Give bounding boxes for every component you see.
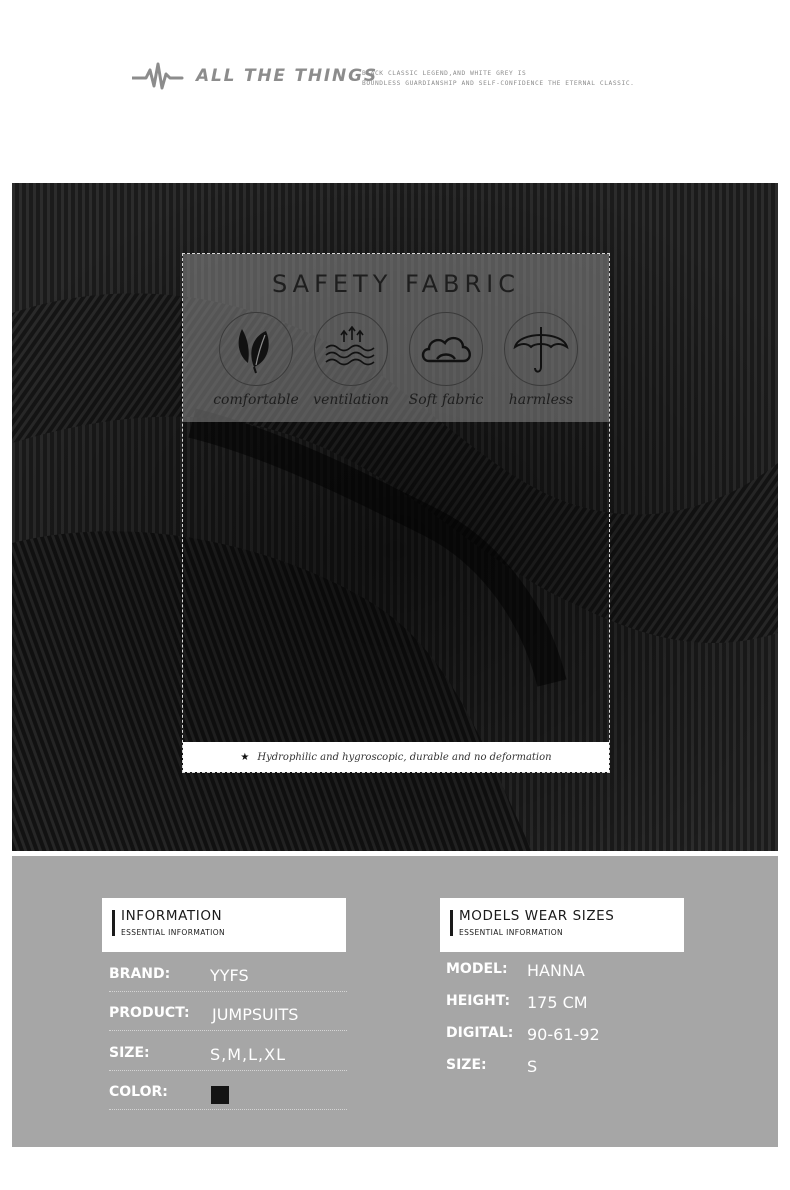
row-value: JUMPSUITS <box>212 1005 299 1024</box>
models-subtitle: ESSENTIAL INFORMATION <box>459 928 564 937</box>
cloud-icon <box>409 312 483 386</box>
info-row-color <box>109 1080 349 1110</box>
fabric-photo <box>12 183 778 851</box>
model-row-height <box>446 989 686 1019</box>
model-row-size <box>446 1053 686 1083</box>
page-header <box>132 58 692 94</box>
heading-bar <box>450 910 453 936</box>
row-label: PRODUCT: <box>109 1005 190 1021</box>
info-row-brand <box>109 962 349 992</box>
feature-label: Soft fabric <box>408 392 484 408</box>
star-icon: ★ <box>240 751 250 763</box>
feature-harmless <box>491 312 591 408</box>
header-title: ALL THE THINGS <box>196 66 378 86</box>
row-label: MODEL: <box>446 961 508 977</box>
caption-text: Hydrophilic and hygroscopic, durable and no deformation <box>257 751 552 763</box>
row-value: 90-61-92 <box>527 1025 600 1044</box>
feature-ventilation <box>301 312 401 408</box>
row-label: SIZE: <box>109 1045 150 1061</box>
information-subtitle: ESSENTIAL INFORMATION <box>121 928 226 937</box>
feature-label: comfortable <box>213 392 299 408</box>
row-label: DIGITAL: <box>446 1025 514 1041</box>
dotted-divider <box>109 1109 347 1110</box>
header-subtitle-line2: BOUNDLESS GUARDIANSHIP AND SELF-CONFIDENCE THE ETERNAL CLASSIC. <box>362 80 635 87</box>
dotted-divider <box>109 991 347 992</box>
safety-title: SAFETY FABRIC <box>271 270 520 298</box>
info-row-product <box>109 1001 349 1031</box>
row-label: HEIGHT: <box>446 993 511 1009</box>
air-waves-icon <box>314 312 388 386</box>
information-title: INFORMATION <box>121 908 223 924</box>
row-label: COLOR: <box>109 1084 168 1100</box>
feature-soft-fabric <box>396 312 496 408</box>
dotted-divider <box>109 1030 347 1031</box>
row-value: 175 CM <box>527 993 588 1012</box>
models-heading <box>440 898 684 952</box>
header-subtitle <box>362 69 635 89</box>
info-panel <box>12 856 778 1147</box>
feature-comfortable <box>206 312 306 408</box>
pulse-line-icon <box>132 58 184 94</box>
feature-label: ventilation <box>313 392 389 408</box>
safety-caption <box>183 742 609 772</box>
dotted-divider <box>109 1070 347 1071</box>
information-heading <box>102 898 346 952</box>
header-subtitle-line1: BLACK CLASSIC LEGEND,AND WHITE GREY IS <box>362 70 527 77</box>
model-row-name <box>446 957 686 987</box>
row-value: S,M,L,XL <box>210 1045 287 1064</box>
feature-label: harmless <box>508 392 574 408</box>
safety-fabric-card <box>182 253 610 773</box>
info-row-size <box>109 1041 349 1071</box>
row-value: YYFS <box>210 966 249 985</box>
models-title: MODELS WEAR SIZES <box>459 908 615 924</box>
row-label: BRAND: <box>109 966 171 982</box>
row-value: S <box>527 1057 538 1076</box>
heading-bar <box>112 910 115 936</box>
model-row-digital <box>446 1021 686 1051</box>
leaf-icon <box>219 312 293 386</box>
row-label: SIZE: <box>446 1057 487 1073</box>
umbrella-icon <box>504 312 578 386</box>
color-swatch <box>211 1086 229 1104</box>
row-value: HANNA <box>527 961 585 980</box>
safety-fabric-banner <box>183 254 609 422</box>
